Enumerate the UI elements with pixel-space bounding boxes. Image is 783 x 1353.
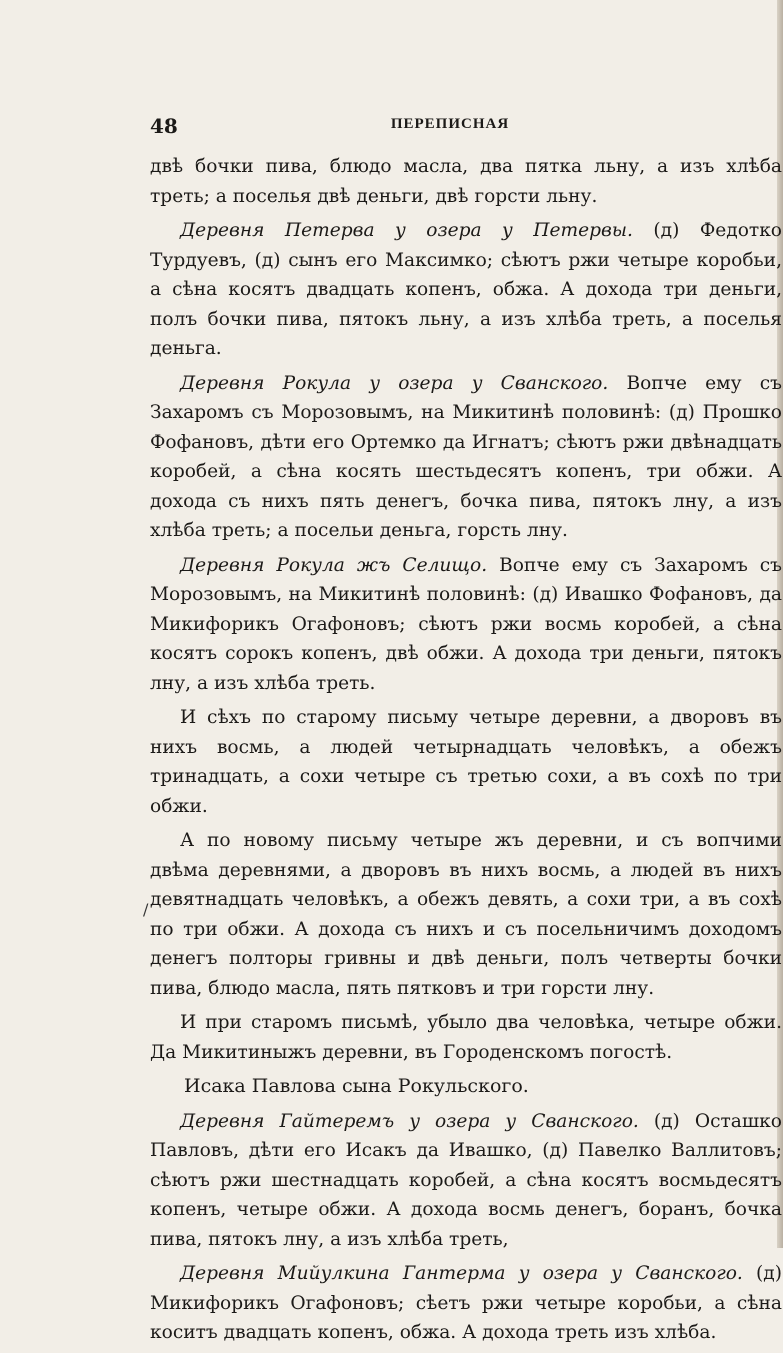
paragraph-text: И при старомъ письмѣ, убыло два человѣка, четыре обжи. Да Микитиныжъ деревни, въ Городенскомъ погостѣ. (150, 1012, 782, 1063)
paragraph (150, 703, 782, 821)
paragraph-text: И сѣхъ по старому письму четыре деревни, а дворовъ въ нихъ восмь, а людей четырнадцать человѣкъ, а обежъ тринадцать, а сохи четыре съ третью сохи, а въ сохѣ по три обжи. (150, 707, 782, 817)
village-name: Деревня Мийулкина Гантерма у озера у Сванского. (180, 1263, 743, 1284)
paragraph (150, 1107, 782, 1255)
village-name: Деревня Рокула жъ Селищо. (180, 554, 488, 576)
village-name: Деревня Петерва у озера у Петервы. (180, 220, 633, 241)
paragraph-text: (д) Федотко Турдуевъ, (д) сынъ его Максимко; сѣютъ ржи четыре коробьи, а сѣна косятъ двадцать копенъ, обжа. А дохода три деньги, полъ бочки пива, пятокъ льну, а изъ хлѣба треть, а поселья деньга. (150, 220, 783, 359)
paragraph-text: Исака Павлова сына Рокульского. (184, 1075, 529, 1097)
paragraph (150, 1008, 782, 1067)
running-title: ПЕРЕПИСНАЯ (390, 116, 510, 132)
paragraph (150, 551, 782, 699)
paragraph (150, 152, 782, 211)
paragraph-text: (д) Микифорикъ Огафоновъ; сѣетъ ржи четыре коробьи, а сѣна коситъ двадцать копенъ, обжа. А дохода треть изъ хлѣба. (150, 1263, 782, 1343)
paragraph (150, 1259, 782, 1348)
margin-mark: / (143, 900, 149, 919)
paragraph-text: двѣ бочки пива, блюдо масла, два пятка льну, а изъ хлѣба треть; а поселья двѣ деньги, двѣ горсти льну. (150, 156, 782, 207)
paragraph-text: (д) Осташко Павловъ, дѣти его Исакъ да Ивашко, (д) Павелко Валлитовъ; сѣютъ ржи шестнадцать коробей, а сѣна косятъ восмьдесятъ копенъ, четыре обжи. А дохода восмь денегъ, боранъ, бочка пива, пятокъ лну, а изъ хлѣба треть, (150, 1110, 782, 1250)
paragraph (150, 216, 782, 364)
paragraph (150, 826, 782, 1003)
paragraph-text: Вопче ему съ Захаромъ съ Морозовымъ, на Микитинѣ половинѣ: (д) Ивашко Фофановъ, да Микифорикъ Огафоновъ; сѣютъ ржи восмь коробей, а сѣна косятъ сорокъ копенъ, двѣ обжи. А дохода три деньги, пятокъ лну, а изъ хлѣба треть. (150, 554, 782, 694)
page-number: 48 (150, 114, 178, 138)
village-name: Деревня Рокула у озера у Сванского. (180, 372, 609, 394)
village-name: Деревня Гайтеремъ у озера у Сванского. (180, 1110, 639, 1132)
page-header (150, 114, 750, 138)
document-body (150, 152, 782, 1353)
owner-heading (150, 1072, 782, 1102)
paragraph-text: Вопче ему съ Захаромъ съ Морозовымъ, на Микитинѣ половинѣ: (д) Прошко Фофановъ, дѣти его Ортемко да Игнатъ; сѣютъ ржи двѣнадцать коробей, а сѣна косять шестьдесятъ копенъ, три обжи. А дохода съ нихъ пять денегъ, бочка пива, пятокъ лну, а изъ хлѣба треть; а посельи деньга, горсть лну. (150, 372, 782, 541)
paragraph-text: А по новому письму четыре жъ деревни, и съ вопчими двѣма деревнями, а дворовъ въ нихъ восмь, а людей въ нихъ девятнадцать человѣкъ, а обежъ девять, а сохи три, а въ сохѣ по три обжи. А дохода съ нихъ и съ посельничимъ доходомъ денегъ полторы гривны и двѣ деньги, полъ четверты бочки пива, блюдо масла, пять пятковъ и три горсти лну. (150, 830, 782, 999)
paragraph (150, 369, 782, 546)
